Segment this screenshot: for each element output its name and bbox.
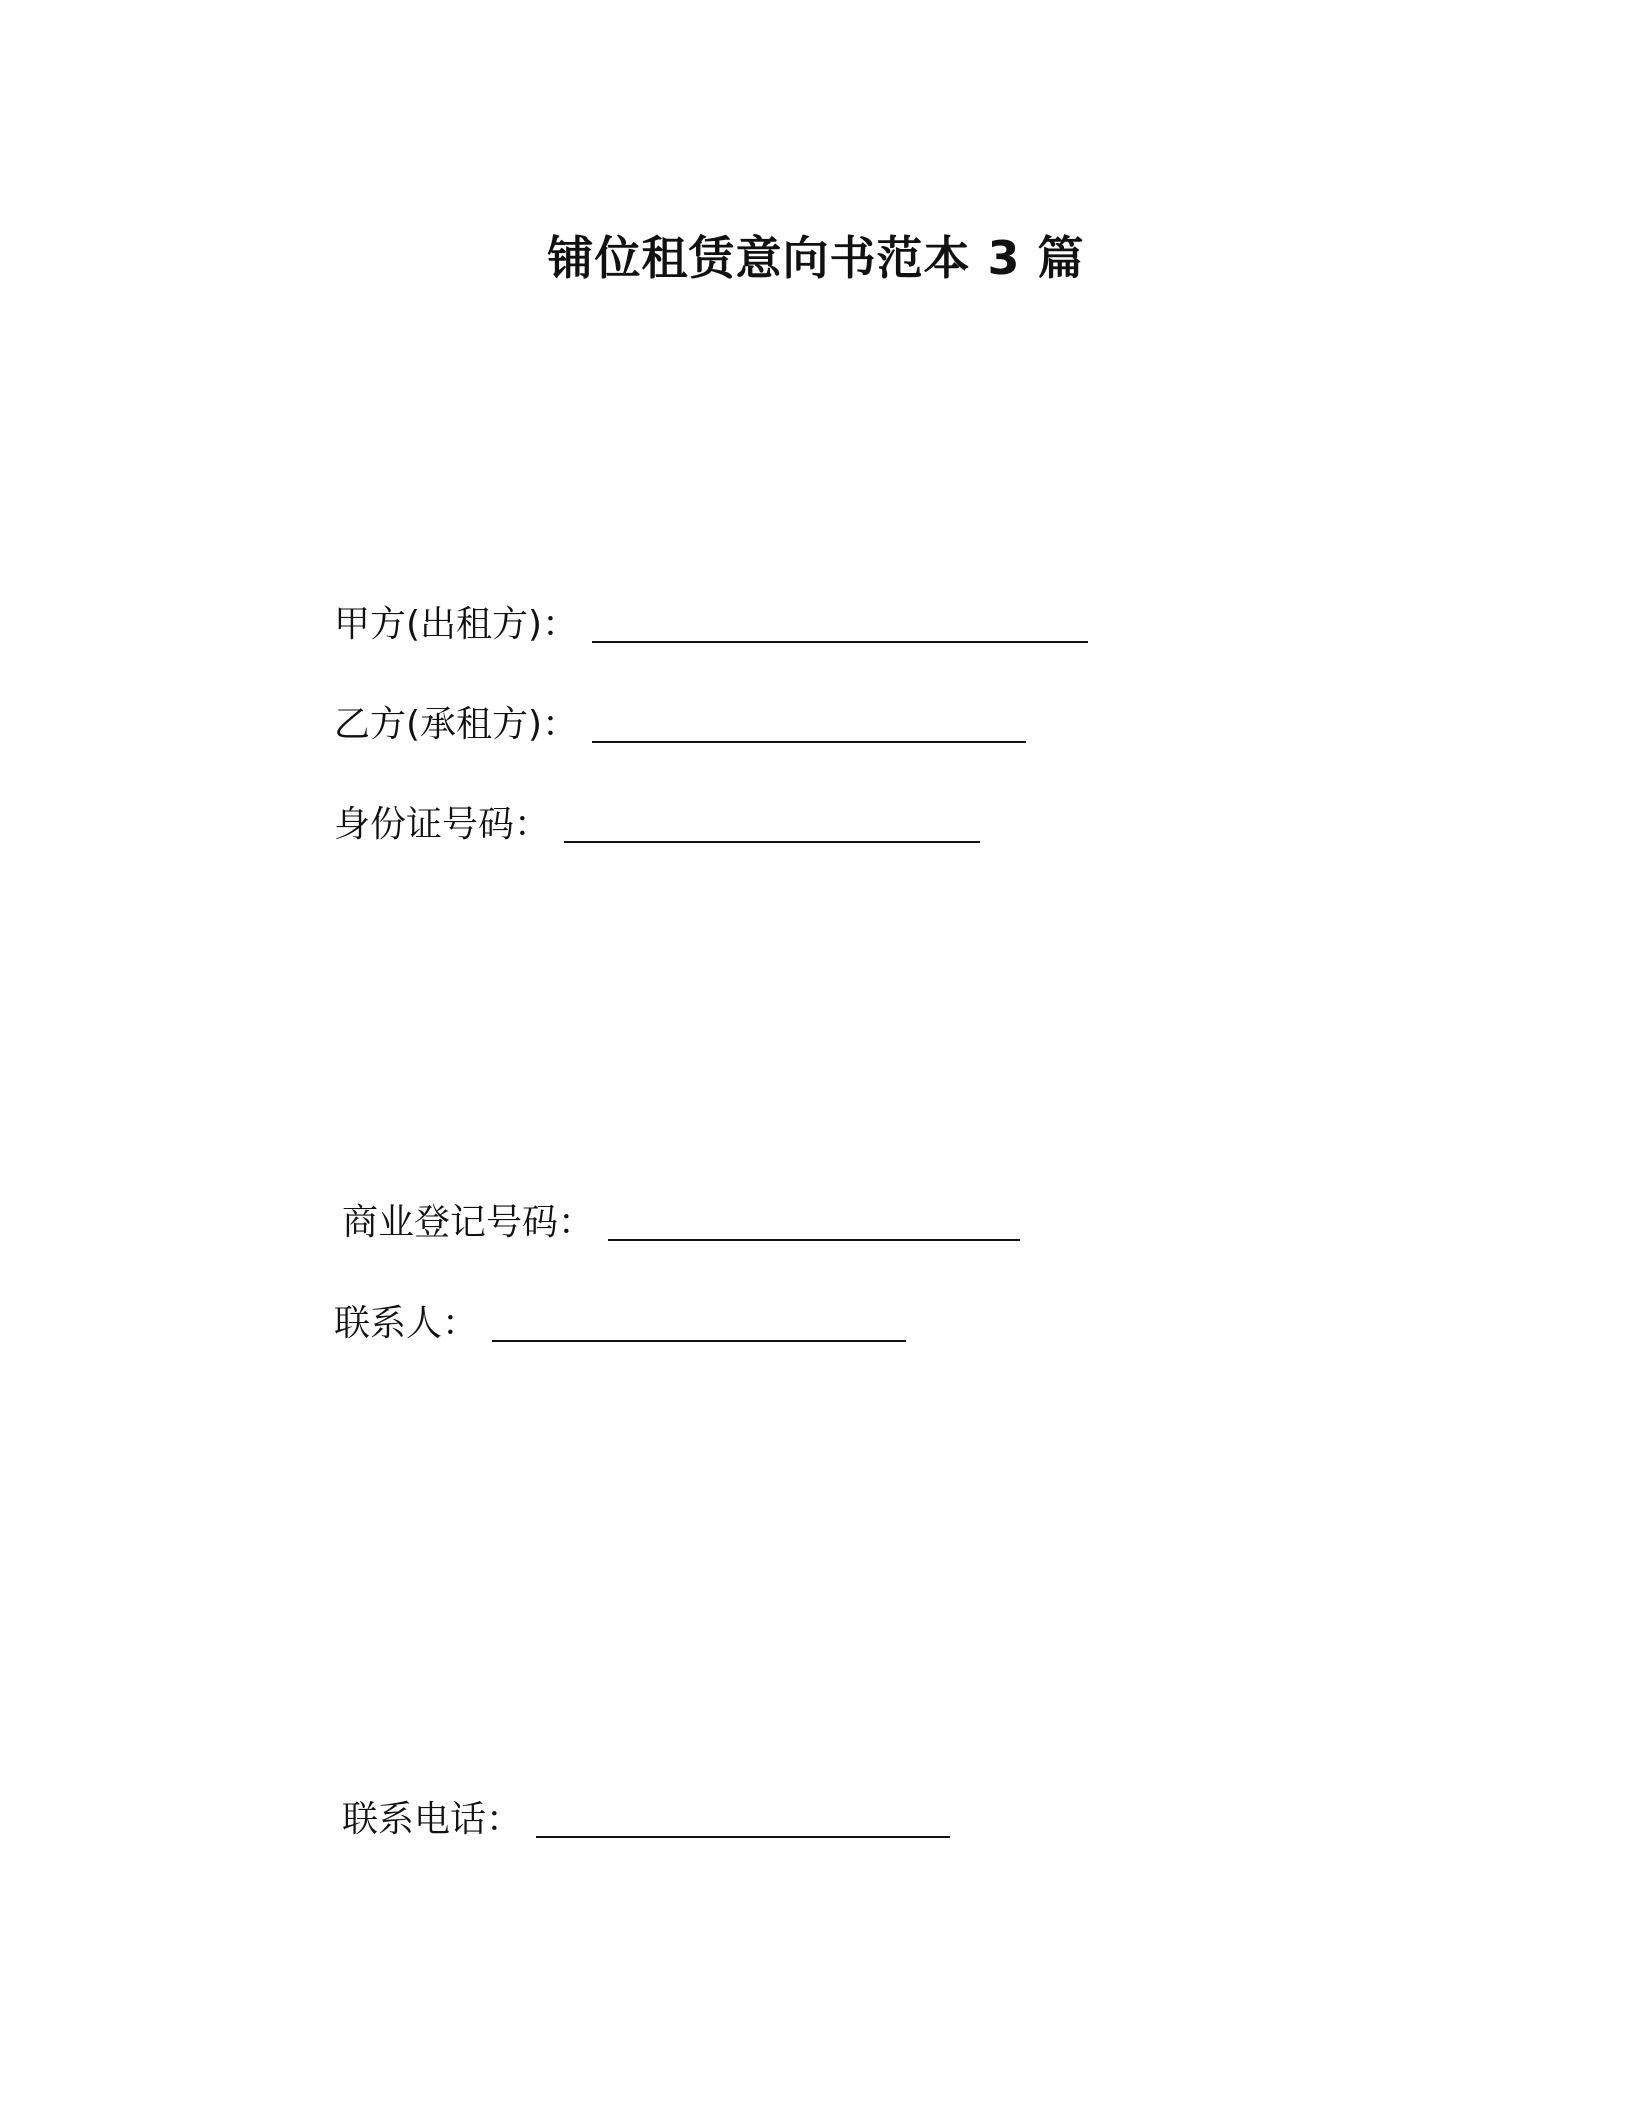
field-label: 乙方(承租方)： bbox=[334, 704, 579, 745]
blank-line bbox=[592, 641, 1088, 643]
blank-line bbox=[592, 741, 1026, 743]
field-contact-phone bbox=[342, 1796, 950, 1844]
field-party-a bbox=[334, 601, 1088, 649]
blank-line bbox=[536, 1836, 950, 1838]
field-label: 联系人： bbox=[334, 1303, 479, 1344]
field-label: 商业登记号码： bbox=[342, 1202, 595, 1243]
field-label: 身份证号码： bbox=[334, 804, 551, 845]
field-id-number bbox=[334, 801, 980, 849]
field-contact-person bbox=[334, 1300, 906, 1348]
blank-line bbox=[564, 841, 980, 843]
field-label: 甲方(出租方)： bbox=[334, 604, 579, 645]
blank-line bbox=[492, 1340, 906, 1342]
blank-line bbox=[608, 1239, 1020, 1241]
document-title: 铺位租赁意向书范本 3 篇 bbox=[547, 231, 1085, 285]
field-label: 联系电话： bbox=[342, 1799, 523, 1840]
field-business-reg bbox=[342, 1199, 1020, 1247]
field-party-b bbox=[334, 701, 1026, 749]
